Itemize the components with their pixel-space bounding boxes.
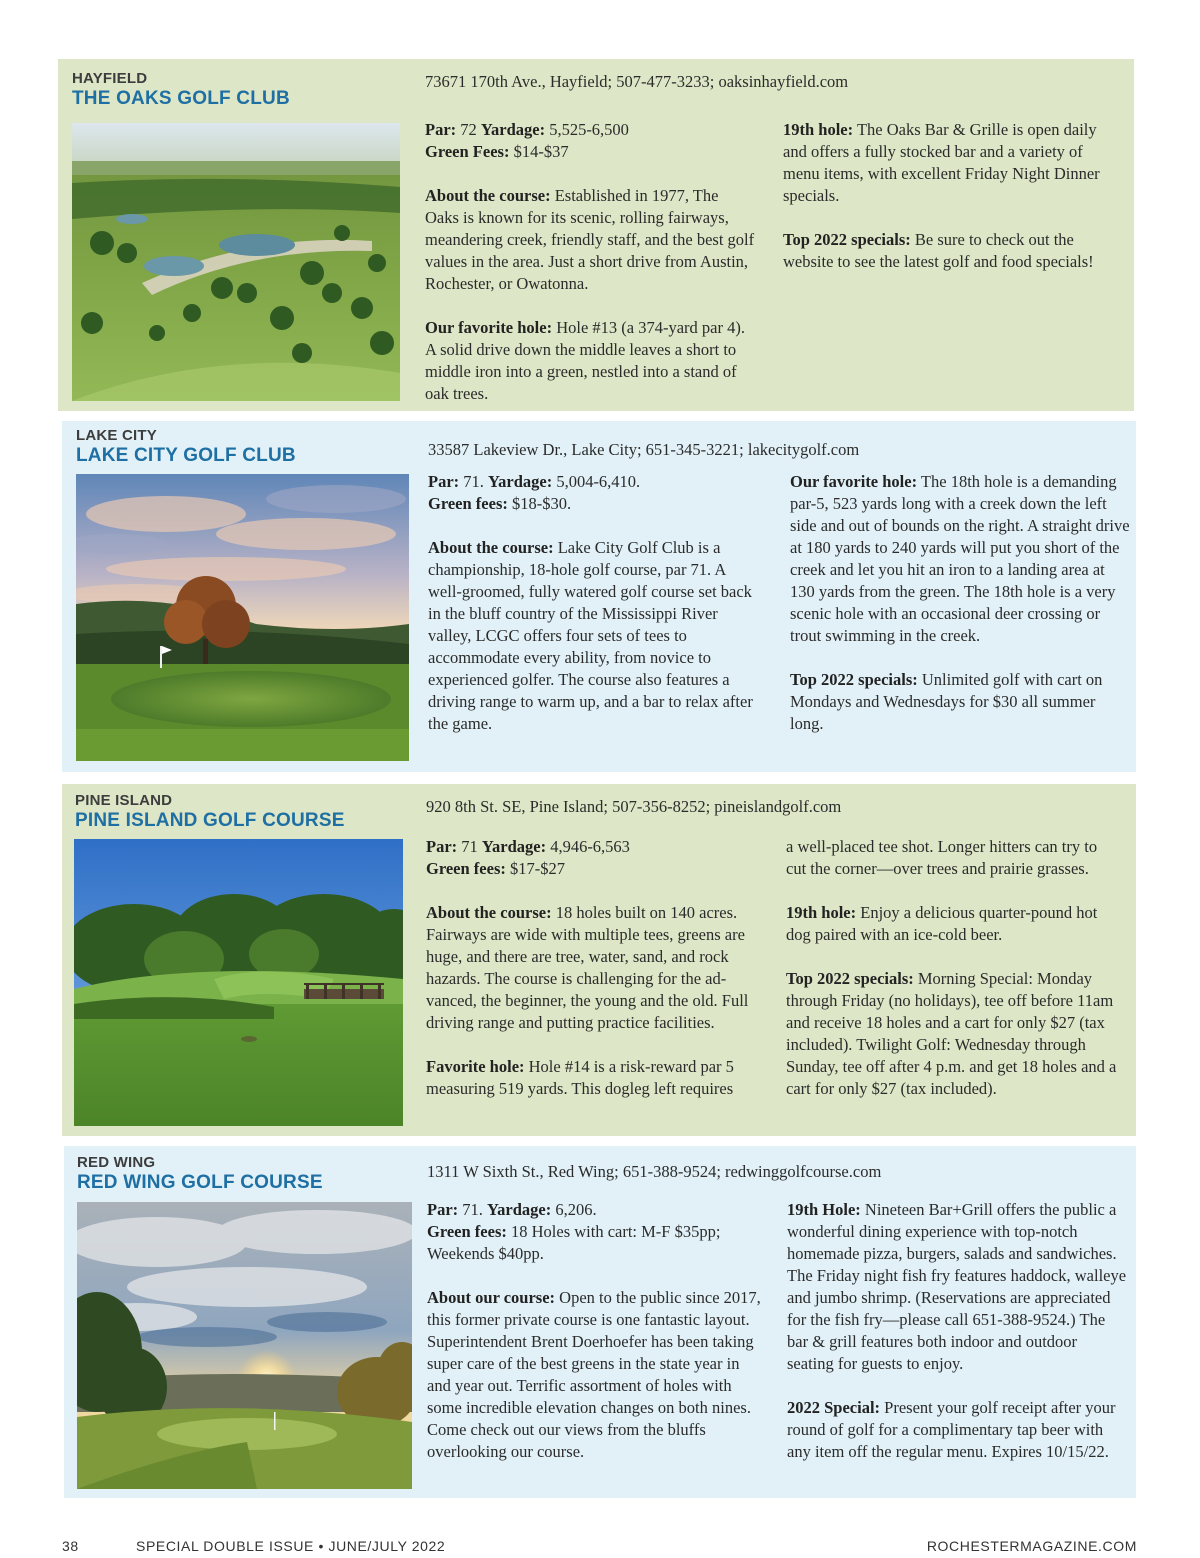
- fees-label: Green fees:: [426, 859, 506, 878]
- fees-value: $17-$27: [510, 859, 565, 878]
- course-town: RED WING: [77, 1154, 156, 1171]
- course-address: 1311 W Sixth St., Red Wing; 651-388-9524; redwinggolfcourse.com: [427, 1162, 882, 1181]
- favorite-hole-text-continued: a well-placed tee shot. Longer hitters can try to cut the corner—over trees and prairie grasses.: [786, 837, 1098, 878]
- course-card-red-wing: [64, 1146, 1136, 1498]
- course-address: 920 8th St. SE, Pine Island; 507-356-8252; pineislandgolf.com: [426, 797, 842, 816]
- yardage-label: Yardage:: [481, 837, 547, 856]
- issue-label: SPECIAL DOUBLE ISSUE • JUNE/JULY 2022: [136, 1538, 446, 1554]
- fees-value: $14-$37: [513, 142, 569, 161]
- par-label: Par:: [427, 1200, 459, 1219]
- course-town: PINE ISLAND: [75, 792, 173, 809]
- course-details-left: [428, 471, 758, 735]
- favorite-hole-label: Our favorite hole:: [790, 472, 918, 491]
- specials-text: Be sure to check out the website to see the latest golf and food specials!: [783, 230, 1094, 271]
- course-details-left: [425, 119, 755, 405]
- course-name: RED WING GOLF COURSE: [77, 1172, 323, 1193]
- specials-label: 2022 Special:: [787, 1398, 881, 1417]
- specials-text: Present your golf receipt after your round of golf for a complimentary tap beer with any item off the regular menu. Expires 10/15/22.: [787, 1398, 1116, 1461]
- about-label: About our course:: [427, 1288, 556, 1307]
- nineteenth-hole-label: 19th Hole:: [787, 1200, 861, 1219]
- fees-label: Green fees:: [428, 494, 508, 513]
- course-card-lake-city: [62, 421, 1136, 772]
- par-label: Par:: [425, 120, 457, 139]
- nineteenth-hole-label: 19th hole:: [783, 120, 854, 139]
- fees-value: 18 Holes with cart: M-F $35pp; Weekends $40pp.: [427, 1222, 721, 1263]
- fees-label: Green Fees:: [425, 142, 510, 161]
- specials-label: Top 2022 specials:: [783, 230, 911, 249]
- course-name: LAKE CITY GOLF CLUB: [76, 445, 296, 466]
- yardage-value: 6,206.: [555, 1200, 597, 1219]
- about-label: About the course:: [426, 903, 552, 922]
- course-photo-sunset-valley: [77, 1202, 412, 1489]
- favorite-hole-label: Our favorite hole:: [425, 318, 553, 337]
- course-photo-aerial-fairways: [72, 123, 400, 401]
- course-photo-sunset-green: [76, 474, 409, 761]
- par-value: 71: [461, 837, 478, 856]
- yardage-label: Yardage:: [487, 1200, 552, 1219]
- par-label: Par:: [428, 472, 460, 491]
- about-text: 18 holes built on 140 acres. Fairways are wide with multiple tees, greens are huge, and there are tree, water, sand, and rock hazards. The course is challenging for the ad-vanced, the beginner, the young and the old. Full driving range and putting practice facilities.: [426, 903, 749, 1032]
- nineteenth-hole-text: The Oaks Bar & Grille is open daily and offers a fully stocked bar and a variety of menu items, with excellent Friday Night Dinner specials.: [783, 120, 1100, 205]
- nineteenth-hole-text: Enjoy a delicious quarter-pound hot dog paired with an ice-cold beer.: [786, 903, 1098, 944]
- favorite-hole-text: The 18th hole is a demanding par-5, 523 yards long with a creek down the left side and out of bounds on the right. A straight drive at 180 yards to 240 yards will put you short of the creek and let you hit an iron to a landing area at 130 yards from the green. The 18th hole is a very scenic hole with an occasional deer crossing or trout swimming in the creek.: [790, 472, 1130, 645]
- course-details-left: [426, 836, 760, 1100]
- nineteenth-hole-text: Nineteen Bar+Grill offers the public a wonderful dining experience with top-notch homemade pizza, burgers, salads and sandwiches. The Friday night fish fry features haddock, walleye and jumbo shrimp. (Reservations are appreciated for the fish fry—please call 651-388-9524.) The bar & grill features both indoor and outdoor seating for guests to enjoy.: [787, 1200, 1127, 1373]
- course-details-right: [787, 1199, 1127, 1463]
- page-number: 38: [62, 1538, 79, 1554]
- fees-label: Green fees:: [427, 1222, 507, 1241]
- specials-text: Unlimited golf with cart on Mondays and Wednesdays for $30 all summer long.: [790, 670, 1103, 733]
- yardage-value: 5,004-6,410.: [556, 472, 641, 491]
- yardage-label: Yardage:: [480, 120, 546, 139]
- specials-label: Top 2022 specials:: [790, 670, 918, 689]
- course-details-right: [783, 119, 1113, 273]
- yardage-value: 4,946-6,563: [550, 837, 630, 856]
- par-value: 71.: [462, 1200, 483, 1219]
- specials-text: Morning Special: Monday through Friday (no holidays), tee off before 11am and receive 18 holes and a cart for only $27 (tax included). Twilight Golf: Wednesday through Sunday, tee off after 4 p.m. and get 18 holes and a cart for only $27 (tax included).: [786, 969, 1117, 1098]
- fees-value: $18-$30.: [512, 494, 572, 513]
- favorite-hole-text: Hole #14 is a risk-reward par 5 measuring 519 yards. This dogleg left requires: [426, 1057, 734, 1098]
- par-label: Par:: [426, 837, 458, 856]
- website-label: ROCHESTERMAGAZINE.COM: [926, 1538, 1137, 1554]
- course-name: PINE ISLAND GOLF COURSE: [75, 810, 345, 831]
- course-photo-fairway-bridge: [74, 839, 403, 1126]
- about-text: Open to the public since 2017, this former private course is one fantastic layout. Superintendent Brent Doerhoefer has been taking super care of the best greens in the state year in and year out. Terrific assortment of holes with some incredible elevation changes on both nines. Come check out our views from the bluffs overlooking our course.: [427, 1288, 761, 1461]
- course-card-pine-island: [62, 784, 1136, 1136]
- yardage-value: 5,525-6,500: [549, 120, 629, 139]
- course-details-left: [427, 1199, 761, 1463]
- course-details-right: [786, 836, 1121, 1100]
- nineteenth-hole-label: 19th hole:: [786, 903, 857, 922]
- specials-label: Top 2022 specials:: [786, 969, 914, 988]
- par-value: 72: [460, 120, 477, 139]
- about-text: Established in 1977, The Oaks is known for its scenic, rolling fairways, meandering creek, friendly staff, and the best golf values in the area. Just a short drive from Austin, Rochester, or Owatonna.: [425, 186, 755, 293]
- course-town: LAKE CITY: [76, 427, 157, 444]
- course-card-the-oaks: [58, 59, 1134, 411]
- favorite-hole-label: Favorite hole:: [426, 1057, 525, 1076]
- course-address: 73671 170th Ave., Hayfield; 507-477-3233; oaksinhayfield.com: [425, 72, 849, 91]
- favorite-hole-text: Hole #13 (a 374-yard par 4). A solid drive down the middle leaves a short to middle iron into a green, nestled into a stand of oak trees.: [425, 318, 745, 403]
- course-address: 33587 Lakeview Dr., Lake City; 651-345-3221; lakecitygolf.com: [428, 440, 860, 459]
- about-label: About the course:: [425, 186, 551, 205]
- yardage-label: Yardage:: [488, 472, 553, 491]
- course-details-right: [790, 471, 1130, 735]
- course-town: HAYFIELD: [72, 70, 148, 87]
- about-text: Lake City Golf Club is a championship, 18-hole golf course, par 71. A well-groomed, fully watered golf course set back in the bluff country of the Mississippi River valley, LCGC offers four sets of tees to accommodate every ability, from novice to experienced golfer. The course also features a driving range to warm up, and a bar to relax after the game.: [428, 538, 753, 733]
- about-label: About the course:: [428, 538, 554, 557]
- course-name: THE OAKS GOLF CLUB: [72, 88, 290, 109]
- par-value: 71.: [463, 472, 484, 491]
